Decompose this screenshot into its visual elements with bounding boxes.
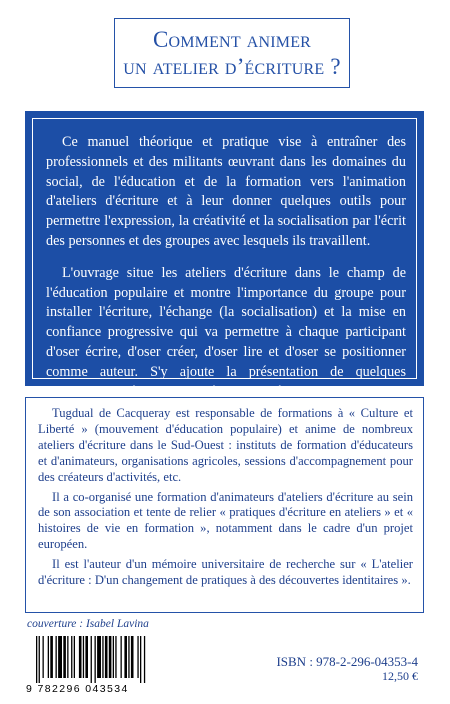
summary-frame bbox=[32, 118, 417, 400]
barcode-bar bbox=[131, 636, 134, 678]
summary-paragraph-1: Ce manuel théorique et pratique vise à entraîner des professionnels et des militants œuvrant dans les domaines du social, de l'éducation et de la formation vers l'animation d'ateliers d'écriture et à leur donner quelques outils pour permettre l'expression, la créativité et la socialisation par l'écrit des personnes et des groupes avec lesquels ils travaillent. bbox=[46, 134, 406, 249]
barcode-digits: 9 782296 043534 bbox=[26, 683, 129, 695]
barcode-bar bbox=[113, 636, 114, 678]
barcode-bar bbox=[91, 636, 92, 683]
barcode-bar bbox=[36, 636, 37, 683]
cover-credit: couverture : Isabel Lavina bbox=[27, 618, 149, 630]
barcode-bar bbox=[83, 636, 84, 678]
bio-paragraph-2: Il a co-organisé une formation d'animateurs d'ateliers d'écriture au sein de son association et tente de relier « pratiques d'écriture en ateliers » et « histoires de vie en formation », notamment dans le cadre d'un projet européen. bbox=[38, 489, 413, 552]
barcode-bars bbox=[26, 636, 176, 683]
title-box bbox=[114, 18, 350, 88]
summary-paragraph-2: L'ouvrage situe les ateliers d'écriture dans le champ de l'éducation populaire et montre l'importance du groupe pour installer l'écriture, l'échange (la socialisation) et la mise en confiance progressive qui va permettre à chaque participant d'oser écrire, d'oser créer, d'oser lire et d'oser se positionner comme auteur. S'y ajoute la présentation de quelques propositions d'écriture illustrées par des écrits de participants. bbox=[46, 264, 406, 400]
bio-paragraph-3: Il est l'auteur d'un mémoire universitaire de recherche sur « L'atelier d'écriture : D'un changement de pratiques à des découvertes identitaires ». bbox=[38, 557, 413, 588]
barcode-bar bbox=[85, 636, 88, 678]
barcode-bar bbox=[109, 636, 112, 678]
price: 12,50 € bbox=[382, 669, 418, 683]
author-bio-box bbox=[25, 397, 424, 613]
barcode bbox=[26, 636, 176, 694]
barcode-bar bbox=[67, 636, 68, 678]
barcode-bar bbox=[115, 636, 116, 678]
barcode-bar bbox=[140, 636, 141, 683]
title-line-2: un atelier d’écriture ? bbox=[123, 54, 341, 79]
summary-panel bbox=[25, 111, 424, 400]
barcode-bar bbox=[105, 636, 108, 678]
barcode-bar bbox=[124, 636, 127, 678]
barcode-bar bbox=[71, 636, 72, 678]
barcode-bar bbox=[48, 636, 49, 678]
barcode-bar bbox=[50, 636, 53, 678]
barcode-bar bbox=[39, 636, 40, 683]
barcode-bar bbox=[121, 636, 122, 678]
barcode-bar bbox=[74, 636, 75, 678]
title-line-1: Comment animer bbox=[152, 27, 312, 52]
barcode-bar bbox=[58, 636, 62, 678]
barcode-bar bbox=[137, 636, 138, 678]
barcode-bar bbox=[95, 636, 96, 683]
barcode-bar bbox=[79, 636, 82, 678]
barcode-bar bbox=[56, 636, 57, 678]
barcode-bar bbox=[97, 636, 101, 678]
barcode-bar bbox=[128, 636, 129, 678]
isbn: ISBN : 978-2-296-04353-4 bbox=[276, 654, 418, 669]
barcode-bar bbox=[144, 636, 145, 683]
barcode-bar bbox=[63, 636, 66, 678]
barcode-bar bbox=[102, 636, 103, 678]
bio-paragraph-1: Tugdual de Cacqueray est responsable de formations à « Culture et Liberté » (mouvement d'éducation populaire) et anime de nombreux ateliers d'écriture dans le Sud-Ouest : instituts de formation d'éducateurs et d'animateurs, organisations agricoles, sessions d'accompagnement pour des créateurs d'activités, etc. bbox=[38, 406, 413, 484]
barcode-bar bbox=[43, 636, 44, 678]
